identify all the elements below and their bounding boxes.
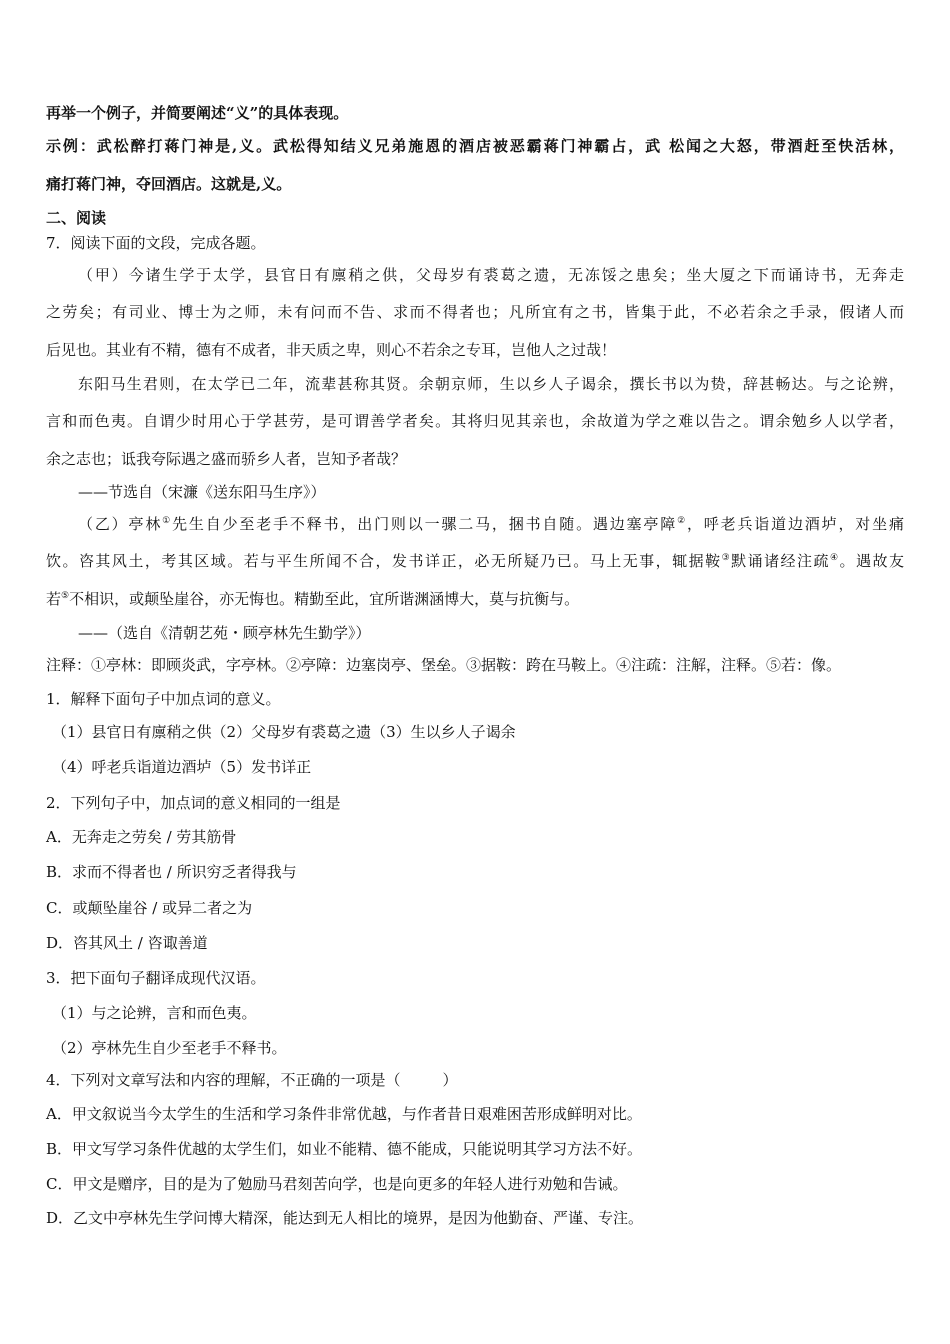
q2-option-d: D．咨其风土 / 咨诹善道 [46,934,208,952]
footnote-marker: ② [677,516,687,526]
q4-option-d: D．乙文中亭林先生学问博大精深，能达到无人相比的境界，是因为他勤奋、严谨、专注。 [46,1209,644,1227]
q1-items: （1）县官日有廪稍之供（2）父母岁有裘葛之遗（3）生以乡人子谒余 [52,723,516,741]
passage-jia-line: 之劳矣；有司业、博士为之师，未有问而不告、求而不得者也；凡所宜有之书，皆集于此，不必若余之手录，假诸人而 [46,303,904,321]
passage-yi-source: ——（选自《清朝艺苑・顾亭林先生勤学》） [78,624,371,642]
q4-option-c: C．甲文是赠序，目的是为了勉励马君刻苦向学，也是向更多的年轻人进行劝勉和告诫。 [46,1175,628,1193]
q2-option-a: A．无奔走之劳矣 / 劳其筋骨 [46,828,237,846]
footnotes: 注释：①亭林：即顾炎武，字亭林。②亭障：边塞岗亭、堡垒。③据鞍：跨在马鞍上。④注疏：注解，注释。⑤若：像。 [46,656,842,674]
intro-line-3: 痛打蒋门神，夺回酒店。这就是,义。 [46,175,292,193]
passage-jia-line: 后见也。其业有不精，德有不成者，非天质之卑，则心不若余之专耳，岂他人之过哉！ [46,341,617,359]
passage-jia-line: 东阳马生君则，在太学已二年，流辈甚称其贤。余朝京师，生以乡人子谒余，撰长书以为贽，辞甚畅达。与之论辨， [78,375,904,393]
passage-jia-line: 言和而色夷。自谓少时用心于学甚劳，是可谓善学者矣。其将归见其亲也，余故道为学之难以告之。谓余勉乡人以学者， [46,412,904,430]
intro-line-2: 示例：武松醉打蒋门神是,义。武松得知结义兄弟施恩的酒店被恶霸蒋门神霸占，武 松闻之大怒，带酒赶至快活林， [46,137,904,155]
q4-option-a: A．甲文叙说当今太学生的生活和学习条件非常优越，与作者昔日艰难困苦形成鲜明对比。 [46,1105,642,1123]
footnote-marker: ① [162,516,173,526]
intro-line-1: 再举一个例子，并简要阐述“义”的具体表现。 [46,104,349,122]
section-title: 二、阅读 [46,209,107,227]
passage-jia-line: （甲）今诸生学于太学，县官日有廪稍之供，父母岁有裘葛之遗，无冻馁之患矣；坐大厦之下而诵诗书，无奔走 [78,266,904,284]
footnote-marker: ④ [829,553,840,563]
q3-stem: 3．把下面句子翻译成现代汉语。 [46,969,266,987]
q3-item-1: （1）与之论辨，言和而色夷。 [52,1004,257,1022]
passage-yi-line: 若⑤不相识，或颠坠崖谷，亦无悔也。精勤至此，宜所谐渊涵博大，莫与抗衡与。 [46,590,580,608]
q2-option-b: B．求而不得者也 / 所识穷乏者得我与 [46,863,297,881]
passage-jia-source: ——节选自（宋濂《送东阳马生序》） [78,483,326,501]
q3-item-2: （2）亭林先生自少至老手不释书。 [52,1039,287,1057]
q2-stem: 2．下列句子中，加点词的意义相同的一组是 [46,794,341,812]
q4-option-b: B．甲文写学习条件优越的太学生们，如业不能精、德不能成，只能说明其学习方法不好。 [46,1140,643,1158]
q1-stem: 1．解释下面句子中加点词的意义。 [46,690,281,708]
q2-option-c: C．或颠坠崖谷 / 或异二者之为 [46,899,253,917]
q1-items: （4）呼老兵诣道边酒垆（5）发书详正 [52,758,312,776]
q4-stem: 4．下列对文章写法和内容的理解，不正确的一项是（ ） [46,1071,458,1089]
passage-jia-line: 余之志也；诋我夸际遇之盛而骄乡人者，岂知予者哉？ [46,450,407,468]
footnote-marker: ⑤ [61,591,70,601]
q7-stem: 7．阅读下面的文段，完成各题。 [46,234,266,252]
passage-yi-line: （乙）亭林①先生自少至老手不释书，出门则以一骡二马，捆书自随。遇边塞亭障②，呼老兵诣道边酒垆，对坐痛 [78,515,904,533]
footnote-marker: ③ [721,553,732,563]
passage-yi-line: 饮。咨其风土，考其区域。若与平生所闻不合，发书详正，必无所疑乃已。马上无事，辄据鞍③默诵诸经注疏④。遇故友 [46,552,904,570]
